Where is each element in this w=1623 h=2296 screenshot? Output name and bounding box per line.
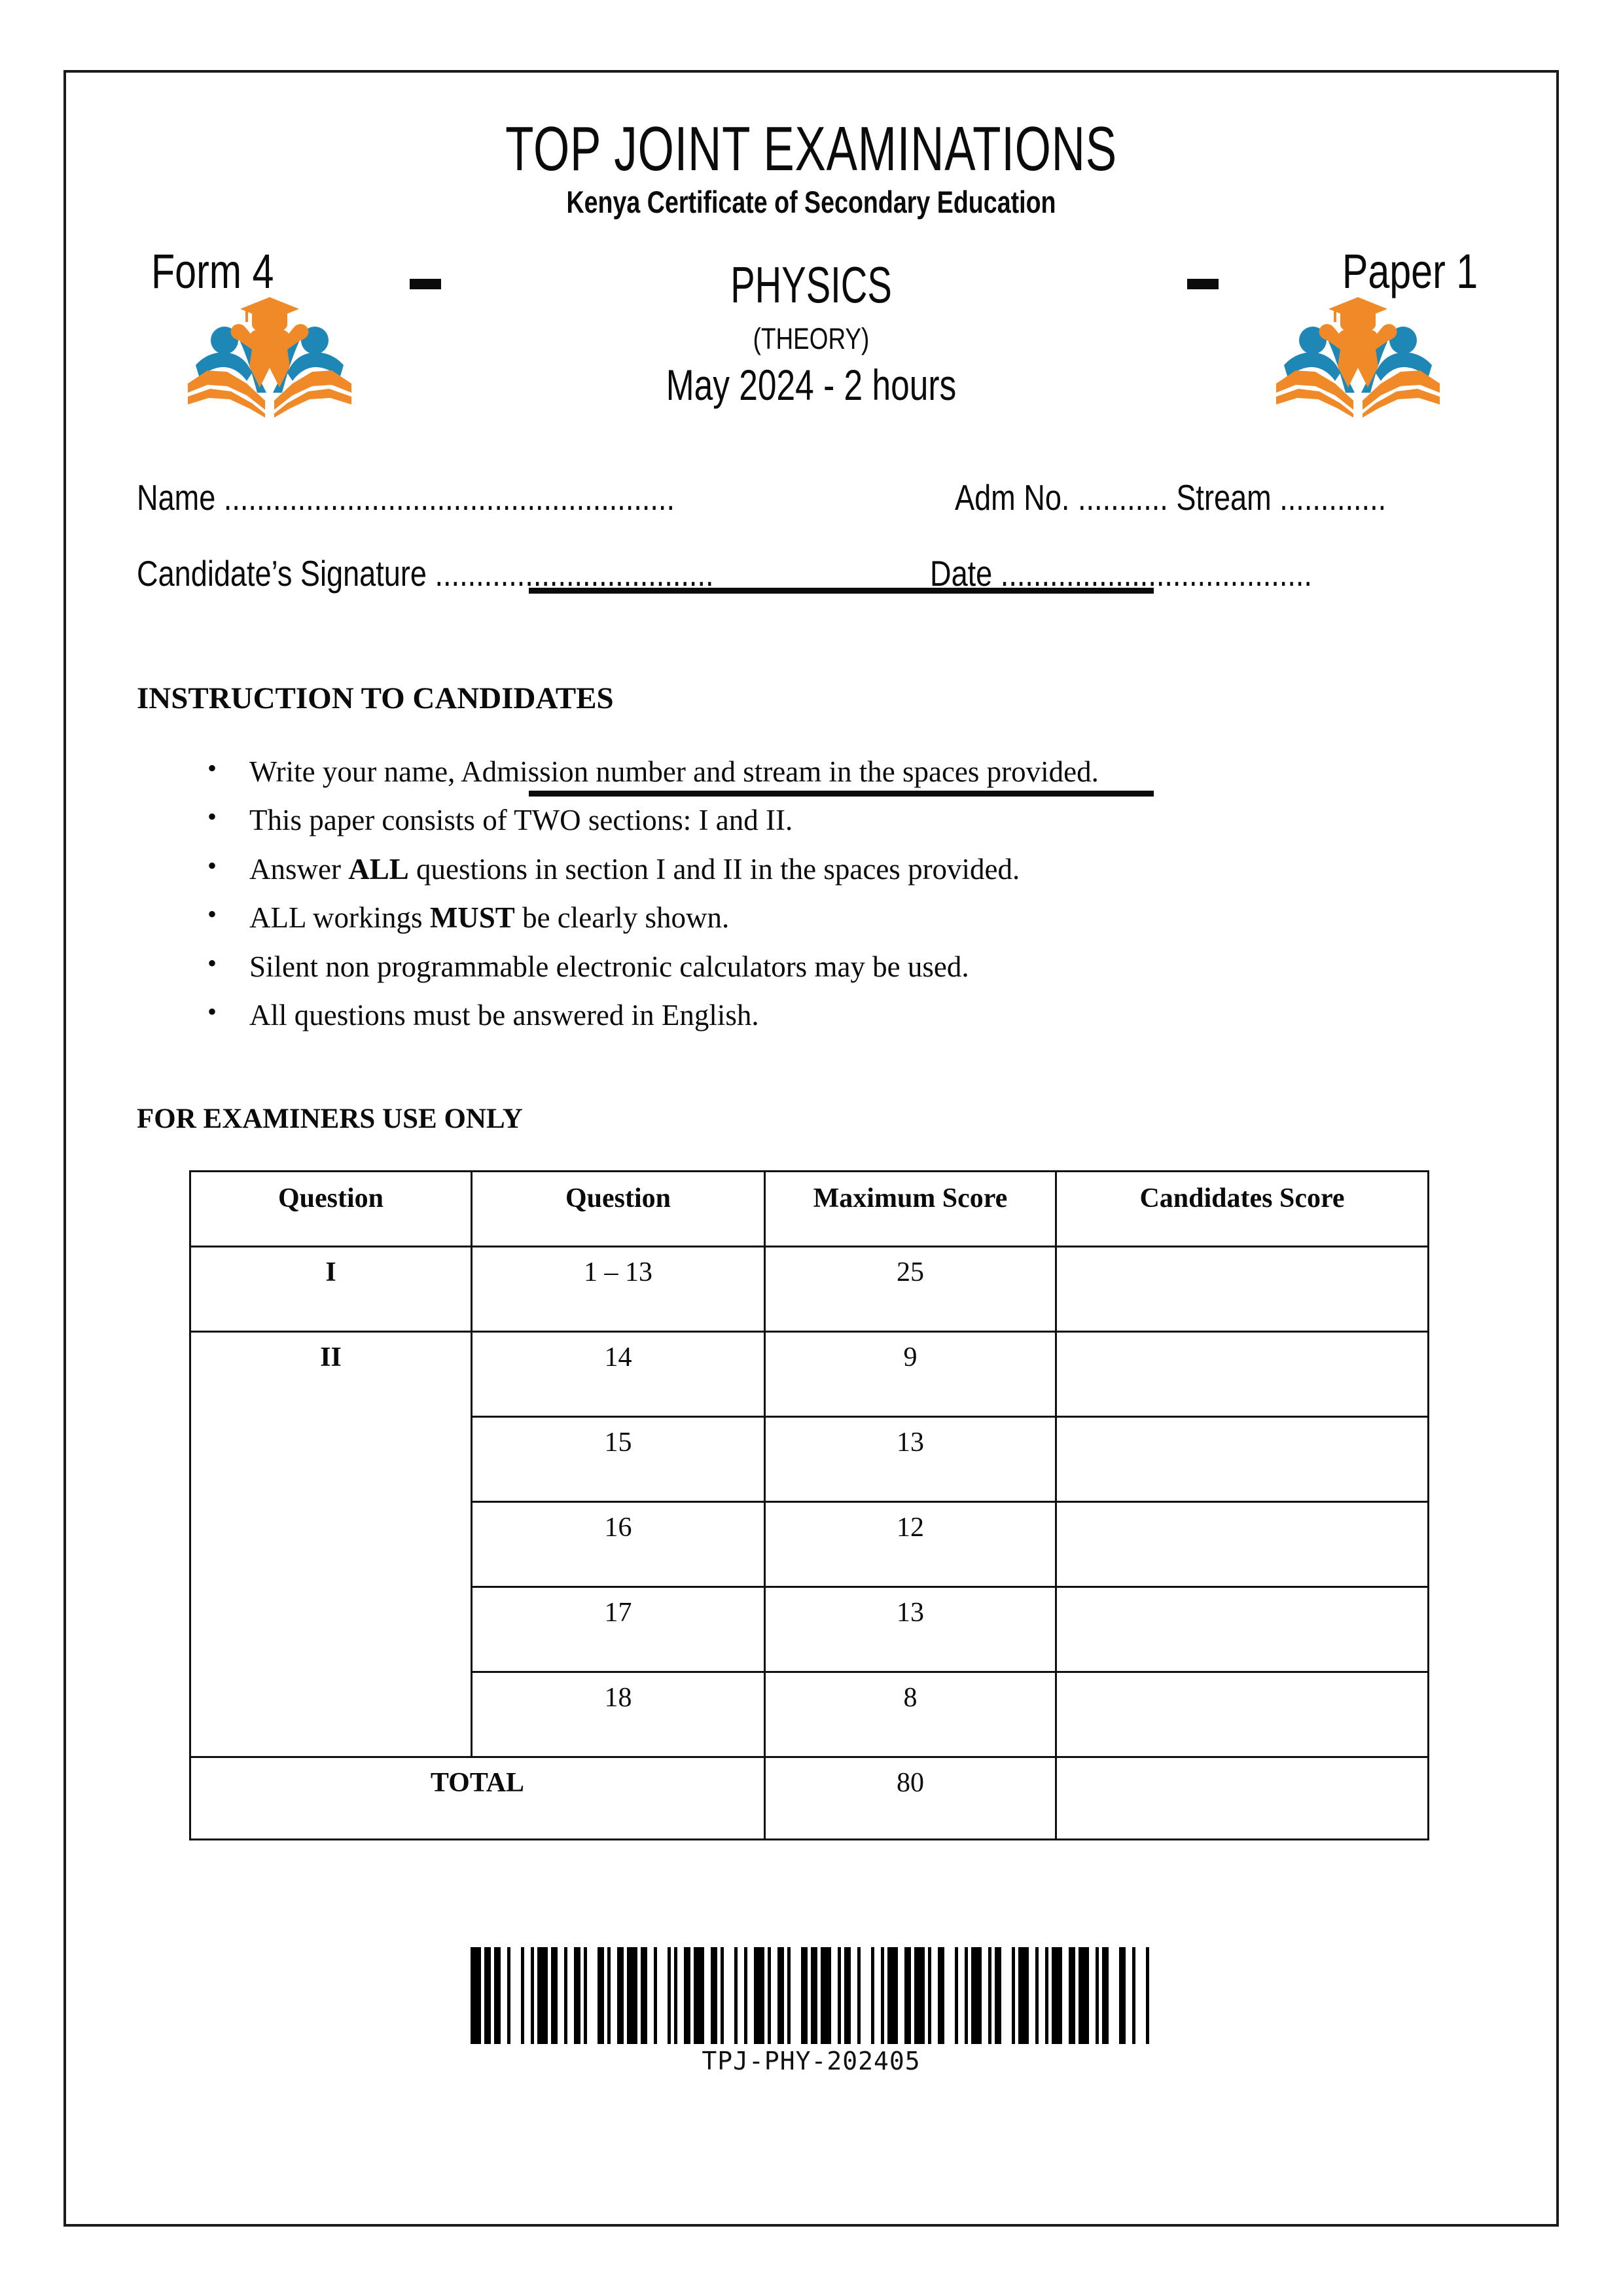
cell-total-max: 80 <box>765 1757 1056 1839</box>
instruction-text: ALL workings <box>249 901 430 935</box>
cell-question: 14 <box>472 1331 765 1416</box>
list-item <box>249 948 1556 986</box>
cell-section: II <box>190 1331 472 1757</box>
name-field[interactable]: Name ....................................................... <box>137 476 675 518</box>
paper-type-label: (THEORY) <box>753 321 870 355</box>
column-header-section: Question <box>190 1171 472 1246</box>
instruction-text: Answer <box>249 852 349 886</box>
cell-question: 16 <box>472 1501 765 1587</box>
paper-label: Paper 1 <box>1342 243 1478 298</box>
instruction-emphasis: ALL <box>348 852 409 886</box>
instruction-text: All questions must be answered in English. <box>249 999 759 1032</box>
instruction-text: This paper consists of TWO sections: I and II. <box>249 804 793 837</box>
cell-question: 1 – 13 <box>472 1246 765 1331</box>
form-label: Form 4 <box>151 243 274 298</box>
subject-title: PHYSICS <box>730 255 892 314</box>
cell-candidate-score[interactable] <box>1056 1331 1429 1416</box>
adm-stream-field[interactable]: Adm No. ........... Stream ............. <box>955 476 1387 518</box>
list-item <box>249 753 1556 791</box>
date-duration-label: May 2024 - 2 hours <box>666 360 957 409</box>
graduation-book-logo-right <box>1272 288 1444 419</box>
examiners-score-table <box>189 1170 1429 1840</box>
date-field[interactable]: Date ...................................... <box>930 552 1312 594</box>
candidate-details-block <box>66 440 1556 603</box>
instructions-heading: INSTRUCTION TO CANDIDATES <box>137 681 614 715</box>
instruction-text: Silent non programmable electronic calculators may be used. <box>249 950 969 983</box>
cell-max-score: 12 <box>765 1501 1056 1587</box>
barcode-image <box>471 1947 1152 2044</box>
exam-cover-page <box>63 70 1559 2227</box>
list-item <box>249 801 1556 840</box>
dash-right-separator <box>1187 279 1219 289</box>
column-header-candidate-score: Candidates Score <box>1056 1171 1429 1246</box>
cell-question: 15 <box>472 1416 765 1501</box>
table-row <box>190 1331 1429 1416</box>
header-divider-rule-bottom <box>529 791 1154 797</box>
cell-candidate-score[interactable] <box>1056 1501 1429 1587</box>
cell-total-candidate-score[interactable] <box>1056 1757 1429 1839</box>
instruction-emphasis: MUST <box>429 901 515 935</box>
list-item <box>249 899 1556 937</box>
cell-question: 17 <box>472 1587 765 1672</box>
cell-max-score: 9 <box>765 1331 1056 1416</box>
signature-field[interactable]: Candidate’s Signature .................................. <box>137 552 714 594</box>
column-header-max-score: Maximum Score <box>765 1171 1056 1246</box>
barcode-label: TPJ-PHY-202405 <box>702 2046 921 2075</box>
cell-section: I <box>190 1246 472 1331</box>
cell-candidate-score[interactable] <box>1056 1672 1429 1757</box>
list-item <box>249 850 1556 889</box>
list-item <box>249 996 1556 1035</box>
graduation-book-logo-left <box>184 288 355 419</box>
cell-question: 18 <box>472 1672 765 1757</box>
table-total-row <box>190 1757 1429 1839</box>
cell-candidate-score[interactable] <box>1056 1587 1429 1672</box>
cell-max-score: 13 <box>765 1587 1056 1672</box>
instruction-text-tail: questions in section I and II in the spaces provided. <box>408 852 1020 886</box>
instruction-text-tail: be clearly shown. <box>514 901 730 935</box>
cell-candidate-score[interactable] <box>1056 1246 1429 1331</box>
page-subtitle: Kenya Certificate of Secondary Education <box>566 184 1056 219</box>
cell-max-score: 8 <box>765 1672 1056 1757</box>
table-row <box>190 1246 1429 1331</box>
table-header-row <box>190 1171 1429 1246</box>
examiners-heading: FOR EXAMINERS USE ONLY <box>137 1103 523 1134</box>
column-header-question: Question <box>472 1171 765 1246</box>
header-band <box>66 224 1556 440</box>
page-title: TOP JOINT EXAMINATIONS <box>505 114 1117 184</box>
barcode-block <box>66 1939 1556 2075</box>
cell-max-score: 13 <box>765 1416 1056 1501</box>
cell-candidate-score[interactable] <box>1056 1416 1429 1501</box>
cell-total-label: TOTAL <box>190 1757 765 1839</box>
instruction-text: Write your name, Admission number and stream in the spaces provided. <box>249 755 1099 788</box>
cell-max-score: 25 <box>765 1246 1056 1331</box>
